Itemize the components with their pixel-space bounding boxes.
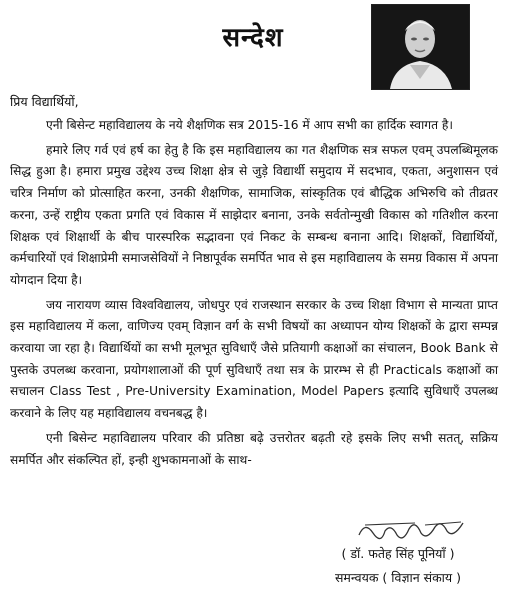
page-title: सन्देश	[222, 23, 284, 53]
message-body	[10, 115, 498, 474]
signer-role: समन्वयक ( विज्ञान संकाय )	[334, 570, 462, 585]
paragraph-wishes: एनी बिसेन्ट महाविद्यालय परिवार की प्रतिष्ठा बढ़े उत्तरोतर बढ़ती रहे इसके लिए सभी सतत्, सक्रिय समर्पित और संकल्पित हों, इन्ही शुभकामनाओं के साथ-	[10, 430, 498, 467]
paragraph-facilities: जय नारायण व्यास विश्वविद्यालय, जोधपुर एवं राजस्थान सरकार के उच्च शिक्षा विभाग से मान्यता प्राप्त इस महाविद्यालय में कला, वाणिज्य एवम् विज्ञान वर्ग के सभी विषयों का अध्यापन योग्य शिक्षकों के द्वारा सम्पन्न करवाया जा रहा है। विद्यार्थियों का सभी मूलभूत सुविधाएँ जैसे प्रतियागी कक्षाओं का संचालन, Book Bank से पुस्तके उपलब्ध करवाना, प्रयोगशालाओं की पूर्ण सुविधाएँ तथा सत्र के प्रारम्भ से ही Practicals कक्षाओं का सचालन Class Test , Pre-University Examination, Model Papers इत्यादि सुविधाएँ उपलब्ध करवाने के लिए यह महाविद्यालय वचनबद्ध है।	[10, 297, 498, 421]
paragraph-objectives: हमारे लिए गर्व एवं हर्ष का हेतु है कि इस महाविद्यालय का गत शैक्षणिक सत्र सफल एवम् उपलब्धिमूलक सिद्ध हुआ है। हमारा प्रमुख उद्देश्य उच्च शिक्षा क्षेत्र से जुड़े विद्यार्थी समुदाय में सदभाव, एकता, अनुशासन एवं चरित्र निर्माण को प्रोत्साहित करना, उनकी शैक्षणिक, सामाजिक, सांस्कृतिक एवं बौद्धिक अभिरुचि को तीव्रतर करना, उन्हें राष्ट्रीय एकता प्रगति एवं विकास में साझेदार बनाना, उनके सर्वतोन्मुखी विकास को गतिशील करना शिक्षक एवं शिक्षार्थी के बीच पारस्परिक सद्भावना एवं निकट के सम्बन्ध बनाना आदि। शिक्षकों, विद्यार्थियों, कर्मचारियों एवं शिक्षाप्रेमी समाजसेवियों ने निष्ठापूर्वक समर्पित भाव से इस महाविद्यालय के समग्र विकास में अपना योगदान दिया है।	[10, 142, 498, 287]
portrait-photo	[371, 4, 470, 90]
signer-name: ( डॉ. फतेह सिंह पूनियाँ )	[341, 546, 455, 561]
paragraph-welcome: एनी बिसेन्ट महाविद्यालय के नये शैक्षणिक सत्र 2015-16 में आप सभी का हार्दिक स्वागत है।	[46, 118, 454, 132]
greeting: प्रिय विद्यार्थियों,	[10, 94, 79, 109]
